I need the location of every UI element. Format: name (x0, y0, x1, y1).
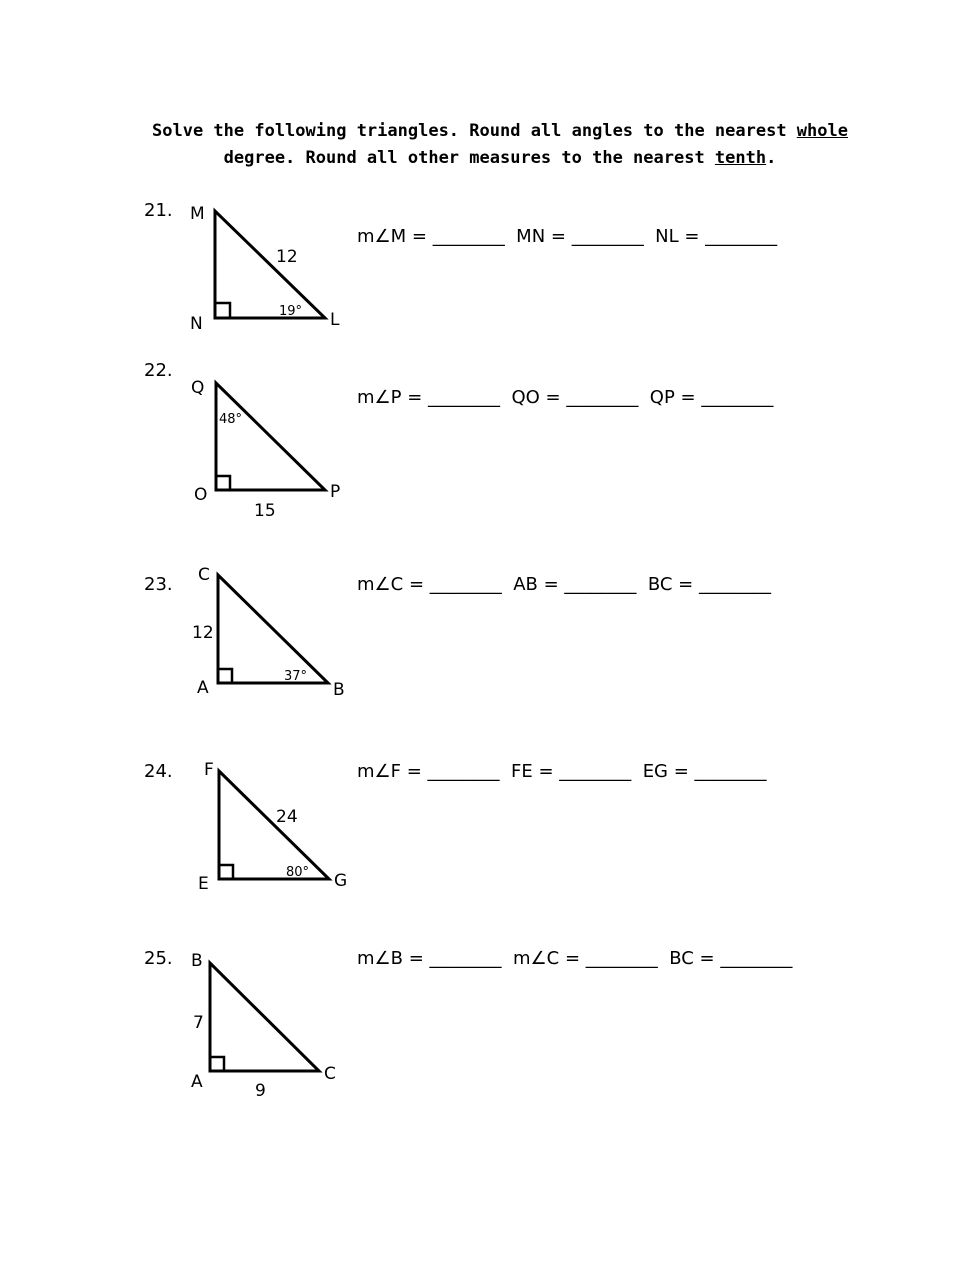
triangle-25 (210, 963, 319, 1071)
side-label-22: 15 (254, 501, 276, 521)
side-label-25-vertical: 7 (193, 1013, 204, 1033)
problem-number-22: 22. (144, 360, 173, 381)
vertex-label-22-right-angle: O (194, 485, 208, 505)
triangle-21 (215, 211, 325, 318)
answers-23: m∠C = ________ AB = ________ BC = ________ (357, 574, 771, 595)
problem-number-21: 21. (144, 200, 173, 221)
vertex-label-22-top: Q (191, 378, 205, 398)
right-angle-mark-23 (218, 669, 232, 683)
answers-24: m∠F = ________ FE = ________ EG = ________ (357, 761, 767, 782)
triangle-24 (219, 771, 329, 879)
vertex-label-24-acute: G (334, 871, 348, 891)
vertex-label-21-acute: L (330, 310, 340, 330)
vertex-label-25-top: B (191, 951, 203, 971)
triangle-23 (218, 575, 328, 683)
triangle-22 (216, 383, 325, 490)
right-angle-mark-21 (215, 303, 230, 318)
vertex-label-23-top: C (198, 565, 210, 585)
problem-number-24: 24. (144, 761, 173, 782)
instructions-text-2: degree. Round all other measures to the nearest (223, 148, 715, 168)
instructions-text-1: Solve the following triangles. Round all angles to the nearest (152, 121, 797, 141)
underlined-tenth: tenth (714, 148, 767, 168)
problem-number-23: 23. (144, 574, 173, 595)
angle-label-23: 37° (284, 669, 308, 684)
answers-22: m∠P = ________ QO = ________ QP = ________ (357, 387, 774, 408)
answers-25: m∠B = ________ m∠C = ________ BC = ________ (357, 948, 793, 969)
vertex-label-23-right-angle: A (197, 678, 209, 698)
problem-number-25: 25. (144, 948, 173, 969)
instructions-line-1 (120, 118, 880, 145)
answers-21: m∠M = ________ MN = ________ NL = ________ (357, 226, 778, 247)
vertex-label-25-right-angle: A (191, 1072, 203, 1092)
vertex-label-22-acute: P (330, 482, 341, 502)
instructions-period: . (766, 148, 777, 168)
right-angle-mark-22 (216, 476, 230, 490)
right-angle-mark-25 (210, 1057, 224, 1071)
angle-label-22: 48° (219, 412, 243, 427)
right-angle-mark-24 (219, 865, 233, 879)
vertex-label-21-right-angle: N (190, 314, 203, 334)
angle-label-21: 19° (279, 304, 303, 319)
instructions (120, 118, 880, 172)
angle-label-24: 80° (286, 865, 310, 880)
side-label-25-horizontal: 9 (255, 1081, 266, 1101)
instructions-line-2 (120, 145, 880, 172)
side-label-23: 12 (192, 623, 214, 643)
vertex-label-25-acute: C (324, 1064, 336, 1084)
side-label-24: 24 (276, 807, 298, 827)
vertex-label-24-top: F (204, 760, 214, 780)
underlined-whole: whole (796, 121, 848, 141)
vertex-label-21-top: M (190, 204, 205, 224)
side-label-21: 12 (276, 247, 298, 267)
vertex-label-23-acute: B (333, 680, 345, 700)
vertex-label-24-right-angle: E (198, 874, 209, 894)
